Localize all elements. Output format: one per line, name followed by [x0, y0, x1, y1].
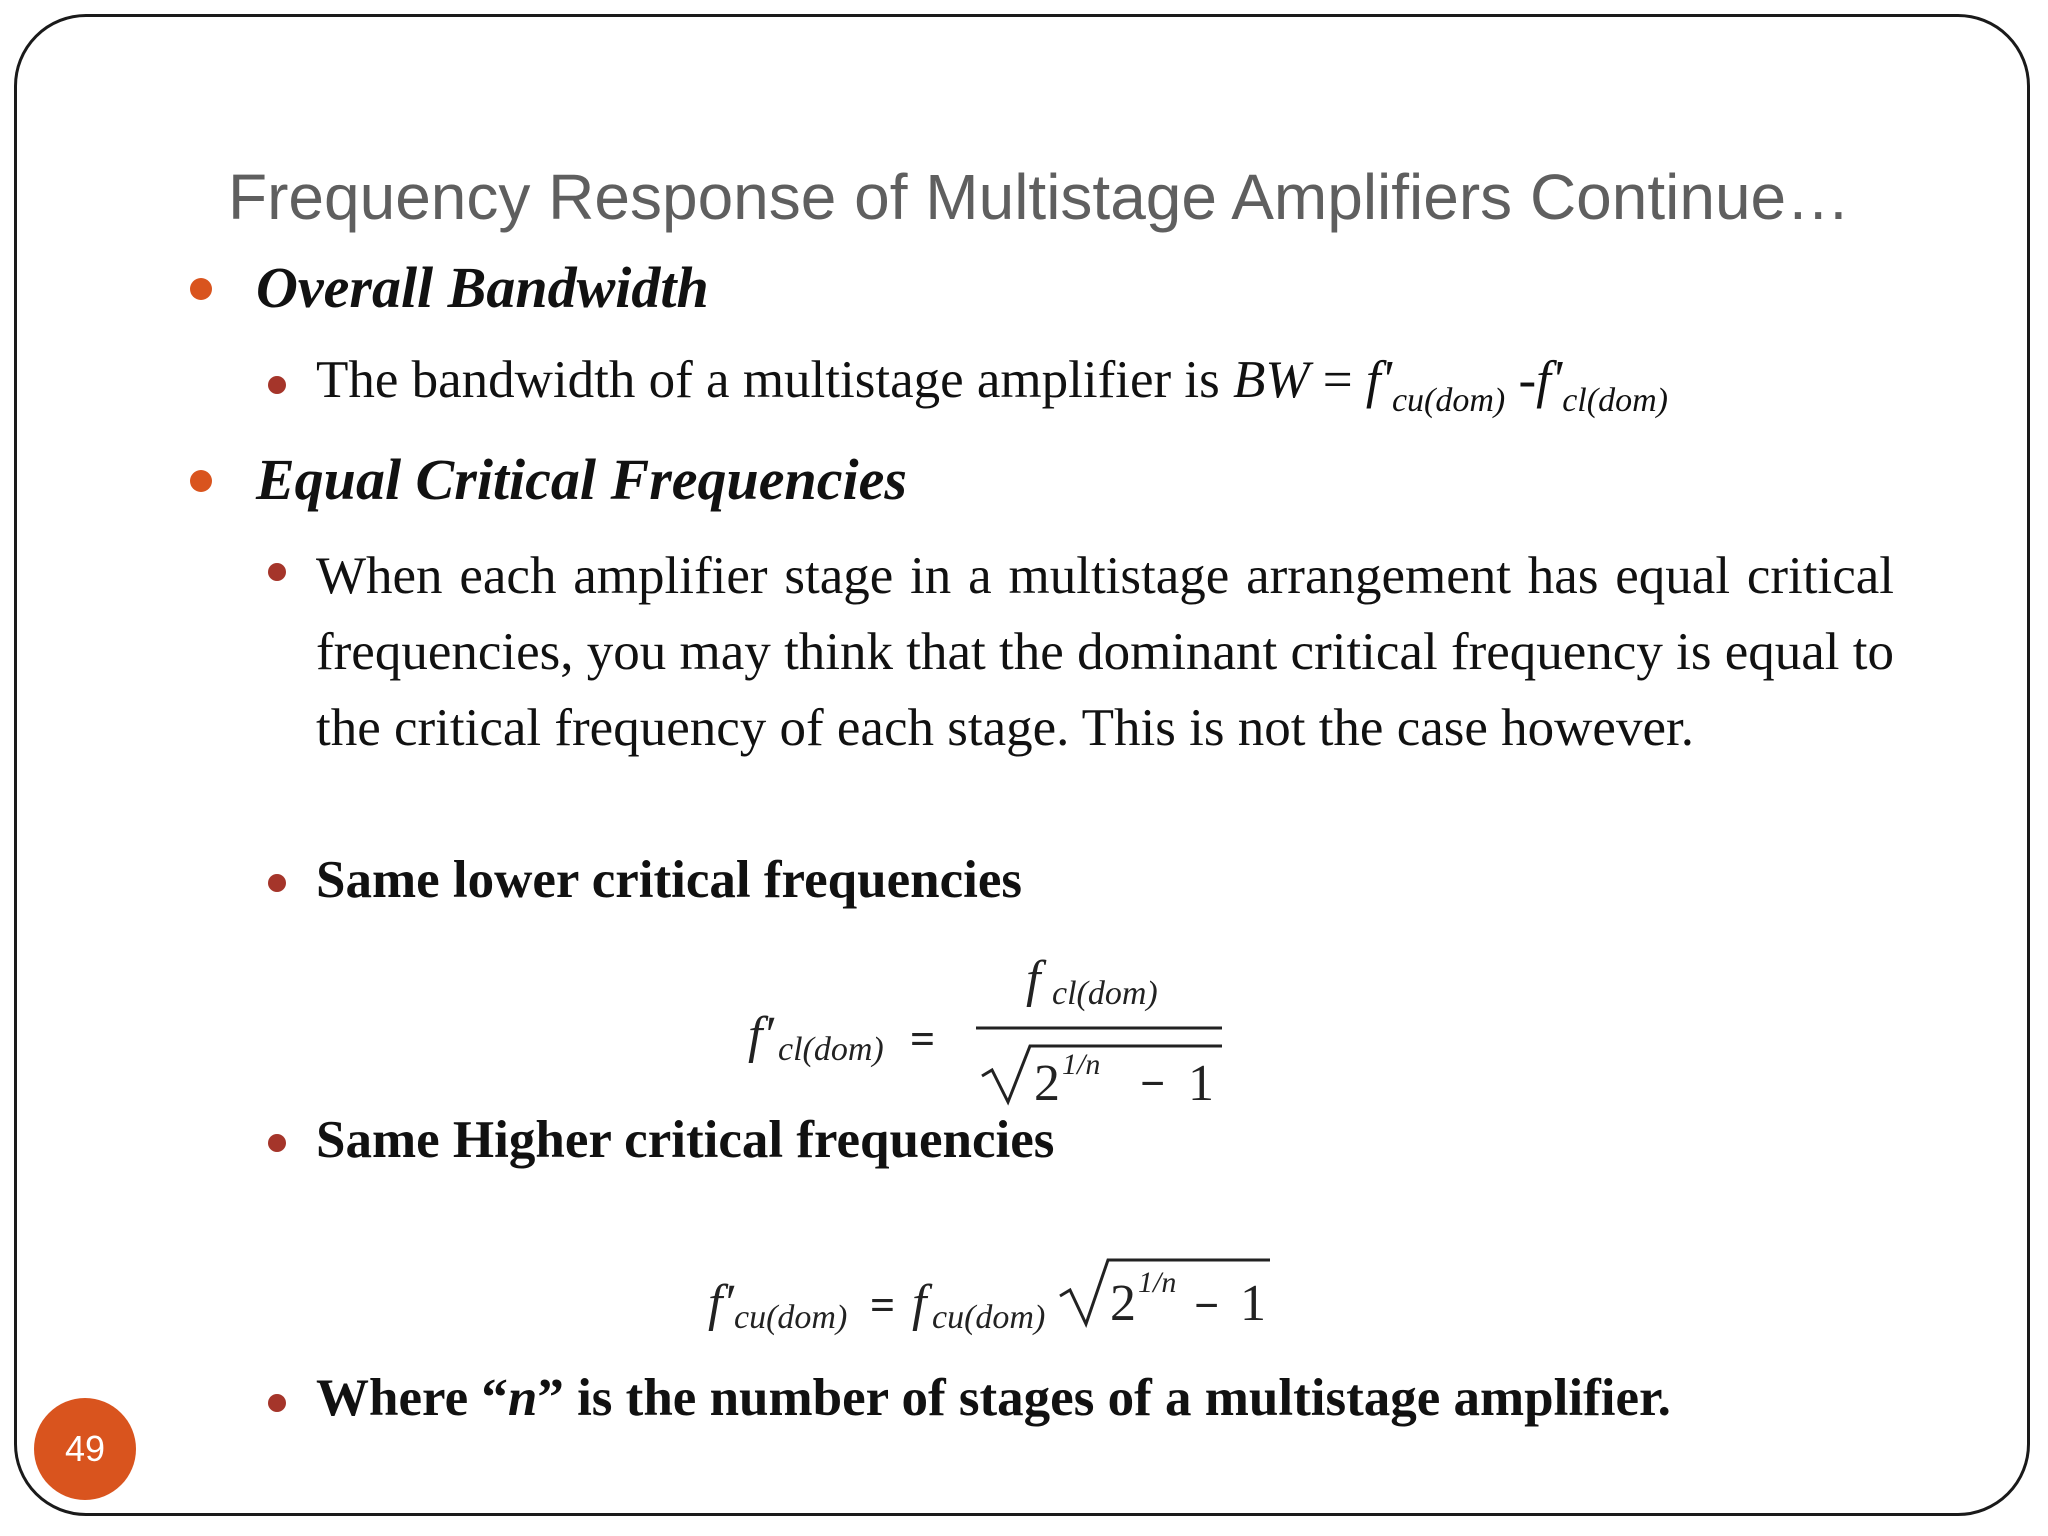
formula-exponent: 1/n — [1062, 1048, 1101, 1081]
where-text-pre: Where “ — [316, 1369, 508, 1427]
slide-title: Frequency Response of Multistage Amplifiers Continue… — [228, 161, 1851, 233]
equal-critical-paragraph: When each amplifier stage in a multistage arrangement has equal critical frequencies, you may think that the dominant critical frequency is equal to the critical frequency of each stage. This is not the case however. — [316, 547, 1894, 757]
equals-sign: = — [1322, 351, 1353, 409]
f-prime-symbol: f' — [1365, 351, 1392, 409]
bullet-dot — [268, 874, 286, 892]
higher-critical-formula — [700, 1240, 1280, 1350]
same-higher-label: Same Higher critical frequencies — [316, 1111, 1055, 1169]
formula-lhs-f: f′ — [748, 1007, 774, 1064]
bandwidth-text: The bandwidth of a multistage amplifier is — [316, 351, 1220, 409]
page-number-badge: 49 — [34, 1398, 136, 1500]
formula-minus: − — [1140, 1059, 1166, 1108]
bullet-dot — [268, 1134, 286, 1152]
subscript-cu-dom: cu(dom) — [1391, 382, 1506, 419]
bandwidth-formula — [1232, 351, 1668, 419]
minus-sign: - — [1518, 351, 1537, 409]
bandwidth-line — [316, 350, 1668, 420]
formula-one: 1 — [1240, 1275, 1266, 1332]
formula-lhs-sub: cl(dom) — [778, 1031, 884, 1068]
formula-base: 2 — [1034, 1055, 1060, 1112]
bw-symbol: BW — [1232, 351, 1310, 409]
same-lower-label: Same lower critical frequencies — [316, 851, 1022, 909]
where-text-post: ” is the number of stages of a multistage amplifier. — [537, 1369, 1671, 1427]
bullet-dot — [190, 278, 212, 300]
formula-equals: = — [870, 1281, 896, 1330]
bullet-dot — [268, 563, 286, 581]
lower-critical-formula — [740, 952, 1240, 1112]
formula-one: 1 — [1188, 1055, 1214, 1112]
formula-base: 2 — [1110, 1275, 1136, 1332]
formula-exponent: 1/n — [1138, 1266, 1177, 1299]
formula-lhs-sub: cu(dom) — [734, 1299, 848, 1336]
n-symbol: n — [507, 1369, 538, 1427]
sqrt-icon — [982, 1046, 1222, 1102]
bullet-dot — [190, 470, 212, 492]
formula-sub: cu(dom) — [932, 1299, 1046, 1336]
subscript-cl-dom: cl(dom) — [1562, 382, 1668, 419]
heading-equal-critical-frequencies: Equal Critical Frequencies — [256, 447, 907, 512]
formula-f: f — [912, 1275, 927, 1332]
bullet-dot — [268, 376, 286, 394]
formula-numerator-sub: cl(dom) — [1052, 975, 1158, 1012]
formula-lhs-f: f′ — [708, 1275, 734, 1332]
bullet-dot — [268, 1394, 286, 1412]
formula-equals: = — [910, 1015, 936, 1064]
formula-numerator-f: f — [1026, 952, 1041, 1008]
f-prime-symbol: f' — [1536, 351, 1563, 409]
heading-overall-bandwidth: Overall Bandwidth — [256, 255, 709, 320]
where-n-line — [316, 1368, 1671, 1428]
formula-minus: − — [1194, 1281, 1220, 1330]
